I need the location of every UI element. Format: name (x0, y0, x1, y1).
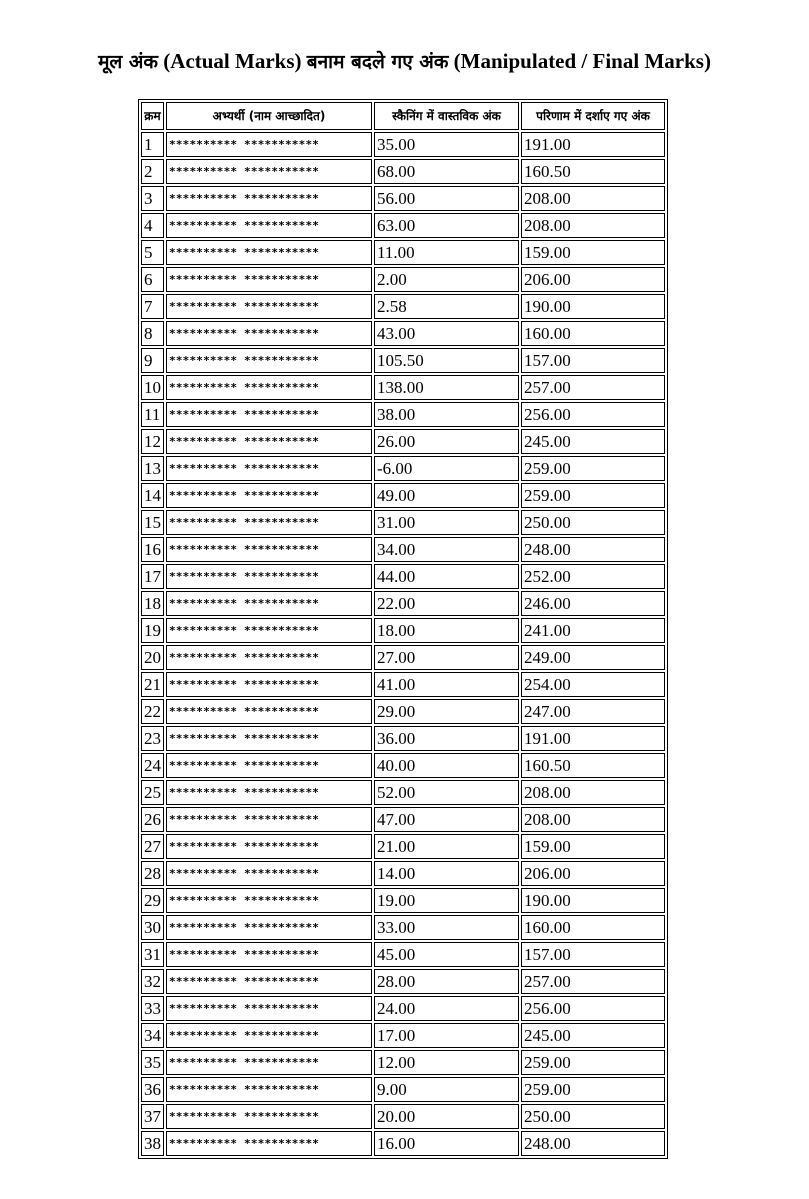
actual-marks-cell: 2.00 (374, 267, 519, 292)
table-row (141, 996, 665, 1021)
final-marks-cell: 160.50 (521, 753, 665, 778)
serial-cell: 34 (141, 1023, 164, 1048)
table-row (141, 888, 665, 913)
final-marks-cell: 206.00 (521, 267, 665, 292)
actual-marks-cell: 45.00 (374, 942, 519, 967)
actual-marks-cell: 34.00 (374, 537, 519, 562)
final-marks-cell: 160.00 (521, 321, 665, 346)
serial-cell: 19 (141, 618, 164, 643)
candidate-name-cell: ********** *********** (166, 942, 372, 967)
actual-marks-cell: 22.00 (374, 591, 519, 616)
final-marks-cell: 256.00 (521, 402, 665, 427)
candidate-name-cell: ********** *********** (166, 699, 372, 724)
candidate-name-cell: ********** *********** (166, 807, 372, 832)
table-row (141, 564, 665, 589)
serial-cell: 13 (141, 456, 164, 481)
candidate-name-cell: ********** *********** (166, 618, 372, 643)
table-row (141, 483, 665, 508)
actual-marks-cell: 26.00 (374, 429, 519, 454)
serial-cell: 12 (141, 429, 164, 454)
serial-cell: 35 (141, 1050, 164, 1075)
serial-cell: 17 (141, 564, 164, 589)
header-actual-marks: स्कैनिंग में वास्तविक अंक (374, 102, 519, 130)
final-marks-cell: 245.00 (521, 1023, 665, 1048)
table-row (141, 321, 665, 346)
serial-cell: 36 (141, 1077, 164, 1102)
table-row (141, 132, 665, 157)
final-marks-cell: 190.00 (521, 888, 665, 913)
header-candidate: अभ्यर्थी (नाम आच्छादित) (166, 102, 372, 130)
serial-cell: 30 (141, 915, 164, 940)
actual-marks-cell: 29.00 (374, 699, 519, 724)
candidate-name-cell: ********** *********** (166, 915, 372, 940)
title-english-actual: (Actual Marks) (163, 49, 302, 73)
candidate-name-cell: ********** *********** (166, 969, 372, 994)
serial-cell: 4 (141, 213, 164, 238)
header-result-marks: परिणाम में दर्शाए गए अंक (521, 102, 665, 130)
marks-table-body (141, 132, 665, 1156)
candidate-name-cell: ********** *********** (166, 186, 372, 211)
candidate-name-cell: ********** *********** (166, 1077, 372, 1102)
table-row (141, 618, 665, 643)
final-marks-cell: 206.00 (521, 861, 665, 886)
serial-cell: 15 (141, 510, 164, 535)
serial-cell: 29 (141, 888, 164, 913)
actual-marks-cell: 47.00 (374, 807, 519, 832)
table-row (141, 240, 665, 265)
final-marks-cell: 259.00 (521, 1077, 665, 1102)
candidate-name-cell: ********** *********** (166, 537, 372, 562)
final-marks-cell: 259.00 (521, 1050, 665, 1075)
candidate-name-cell: ********** *********** (166, 132, 372, 157)
table-row (141, 861, 665, 886)
actual-marks-cell: 18.00 (374, 618, 519, 643)
serial-cell: 26 (141, 807, 164, 832)
table-row (141, 375, 665, 400)
table-row (141, 969, 665, 994)
final-marks-cell: 208.00 (521, 213, 665, 238)
serial-cell: 10 (141, 375, 164, 400)
candidate-name-cell: ********** *********** (166, 672, 372, 697)
candidate-name-cell: ********** *********** (166, 780, 372, 805)
actual-marks-cell: 33.00 (374, 915, 519, 940)
final-marks-cell: 257.00 (521, 969, 665, 994)
table-row (141, 1104, 665, 1129)
candidate-name-cell: ********** *********** (166, 483, 372, 508)
final-marks-cell: 259.00 (521, 456, 665, 481)
final-marks-cell: 157.00 (521, 348, 665, 373)
table-row (141, 753, 665, 778)
candidate-name-cell: ********** *********** (166, 429, 372, 454)
final-marks-cell: 250.00 (521, 510, 665, 535)
table-row (141, 1023, 665, 1048)
table-header-row (141, 102, 665, 130)
table-row (141, 942, 665, 967)
serial-cell: 11 (141, 402, 164, 427)
candidate-name-cell: ********** *********** (166, 321, 372, 346)
serial-cell: 23 (141, 726, 164, 751)
final-marks-cell: 257.00 (521, 375, 665, 400)
table-row (141, 834, 665, 859)
serial-cell: 27 (141, 834, 164, 859)
final-marks-cell: 208.00 (521, 186, 665, 211)
final-marks-cell: 159.00 (521, 240, 665, 265)
final-marks-cell: 191.00 (521, 726, 665, 751)
final-marks-cell: 157.00 (521, 942, 665, 967)
actual-marks-cell: 105.50 (374, 348, 519, 373)
actual-marks-cell: 20.00 (374, 1104, 519, 1129)
serial-cell: 24 (141, 753, 164, 778)
final-marks-cell: 250.00 (521, 1104, 665, 1129)
serial-cell: 7 (141, 294, 164, 319)
actual-marks-cell: 35.00 (374, 132, 519, 157)
table-row (141, 1077, 665, 1102)
serial-cell: 1 (141, 132, 164, 157)
table-row (141, 1050, 665, 1075)
candidate-name-cell: ********** *********** (166, 1104, 372, 1129)
actual-marks-cell: 27.00 (374, 645, 519, 670)
final-marks-cell: 190.00 (521, 294, 665, 319)
actual-marks-cell: 63.00 (374, 213, 519, 238)
actual-marks-cell: -6.00 (374, 456, 519, 481)
candidate-name-cell: ********** *********** (166, 1023, 372, 1048)
serial-cell: 37 (141, 1104, 164, 1129)
candidate-name-cell: ********** *********** (166, 888, 372, 913)
table-row (141, 213, 665, 238)
table-row (141, 186, 665, 211)
final-marks-cell: 191.00 (521, 132, 665, 157)
final-marks-cell: 159.00 (521, 834, 665, 859)
serial-cell: 31 (141, 942, 164, 967)
actual-marks-cell: 19.00 (374, 888, 519, 913)
candidate-name-cell: ********** *********** (166, 1050, 372, 1075)
actual-marks-cell: 31.00 (374, 510, 519, 535)
actual-marks-cell: 49.00 (374, 483, 519, 508)
candidate-name-cell: ********** *********** (166, 294, 372, 319)
table-row (141, 348, 665, 373)
final-marks-cell: 248.00 (521, 537, 665, 562)
table-row (141, 645, 665, 670)
serial-cell: 6 (141, 267, 164, 292)
table-row (141, 429, 665, 454)
actual-marks-cell: 11.00 (374, 240, 519, 265)
table-row (141, 537, 665, 562)
actual-marks-cell: 9.00 (374, 1077, 519, 1102)
serial-cell: 25 (141, 780, 164, 805)
table-row (141, 402, 665, 427)
actual-marks-cell: 41.00 (374, 672, 519, 697)
candidate-name-cell: ********** *********** (166, 456, 372, 481)
final-marks-cell: 160.00 (521, 915, 665, 940)
actual-marks-cell: 17.00 (374, 1023, 519, 1048)
final-marks-cell: 208.00 (521, 807, 665, 832)
actual-marks-cell: 12.00 (374, 1050, 519, 1075)
table-row (141, 780, 665, 805)
actual-marks-cell: 38.00 (374, 402, 519, 427)
final-marks-cell: 249.00 (521, 645, 665, 670)
serial-cell: 22 (141, 699, 164, 724)
serial-cell: 21 (141, 672, 164, 697)
table-row (141, 294, 665, 319)
final-marks-cell: 247.00 (521, 699, 665, 724)
actual-marks-cell: 40.00 (374, 753, 519, 778)
serial-cell: 32 (141, 969, 164, 994)
candidate-name-cell: ********** *********** (166, 375, 372, 400)
serial-cell: 16 (141, 537, 164, 562)
candidate-name-cell: ********** *********** (166, 267, 372, 292)
final-marks-cell: 259.00 (521, 483, 665, 508)
actual-marks-cell: 52.00 (374, 780, 519, 805)
table-row (141, 699, 665, 724)
final-marks-cell: 160.50 (521, 159, 665, 184)
final-marks-cell: 246.00 (521, 591, 665, 616)
candidate-name-cell: ********** *********** (166, 645, 372, 670)
title-english-final: (Manipulated / Final Marks) (453, 49, 711, 73)
actual-marks-cell: 43.00 (374, 321, 519, 346)
table-row (141, 159, 665, 184)
actual-marks-cell: 28.00 (374, 969, 519, 994)
actual-marks-cell: 138.00 (374, 375, 519, 400)
candidate-name-cell: ********** *********** (166, 753, 372, 778)
marks-table (138, 99, 668, 1159)
serial-cell: 14 (141, 483, 164, 508)
serial-cell: 18 (141, 591, 164, 616)
final-marks-cell: 248.00 (521, 1131, 665, 1156)
final-marks-cell: 254.00 (521, 672, 665, 697)
candidate-name-cell: ********** *********** (166, 591, 372, 616)
candidate-name-cell: ********** *********** (166, 726, 372, 751)
title-hindi-versus: बनाम बदले गए अंक (306, 51, 449, 73)
serial-cell: 33 (141, 996, 164, 1021)
final-marks-cell: 256.00 (521, 996, 665, 1021)
candidate-name-cell: ********** *********** (166, 348, 372, 373)
table-row (141, 510, 665, 535)
table-row (141, 456, 665, 481)
candidate-name-cell: ********** *********** (166, 564, 372, 589)
candidate-name-cell: ********** *********** (166, 240, 372, 265)
table-row (141, 807, 665, 832)
serial-cell: 3 (141, 186, 164, 211)
serial-cell: 2 (141, 159, 164, 184)
actual-marks-cell: 36.00 (374, 726, 519, 751)
serial-cell: 20 (141, 645, 164, 670)
serial-cell: 38 (141, 1131, 164, 1156)
final-marks-cell: 208.00 (521, 780, 665, 805)
actual-marks-cell: 21.00 (374, 834, 519, 859)
page-title (0, 46, 809, 77)
actual-marks-cell: 68.00 (374, 159, 519, 184)
candidate-name-cell: ********** *********** (166, 834, 372, 859)
actual-marks-cell: 56.00 (374, 186, 519, 211)
candidate-name-cell: ********** *********** (166, 402, 372, 427)
title-hindi-actual: मूल अंक (98, 51, 159, 73)
candidate-name-cell: ********** *********** (166, 1131, 372, 1156)
actual-marks-cell: 2.58 (374, 294, 519, 319)
actual-marks-cell: 16.00 (374, 1131, 519, 1156)
candidate-name-cell: ********** *********** (166, 861, 372, 886)
serial-cell: 5 (141, 240, 164, 265)
candidate-name-cell: ********** *********** (166, 159, 372, 184)
actual-marks-cell: 14.00 (374, 861, 519, 886)
table-row (141, 267, 665, 292)
candidate-name-cell: ********** *********** (166, 510, 372, 535)
candidate-name-cell: ********** *********** (166, 213, 372, 238)
actual-marks-cell: 44.00 (374, 564, 519, 589)
header-serial: क्रम (141, 102, 164, 130)
final-marks-cell: 245.00 (521, 429, 665, 454)
serial-cell: 28 (141, 861, 164, 886)
serial-cell: 9 (141, 348, 164, 373)
final-marks-cell: 241.00 (521, 618, 665, 643)
actual-marks-cell: 24.00 (374, 996, 519, 1021)
table-row (141, 591, 665, 616)
serial-cell: 8 (141, 321, 164, 346)
candidate-name-cell: ********** *********** (166, 996, 372, 1021)
final-marks-cell: 252.00 (521, 564, 665, 589)
table-row (141, 672, 665, 697)
table-row (141, 726, 665, 751)
table-row (141, 915, 665, 940)
table-row (141, 1131, 665, 1156)
